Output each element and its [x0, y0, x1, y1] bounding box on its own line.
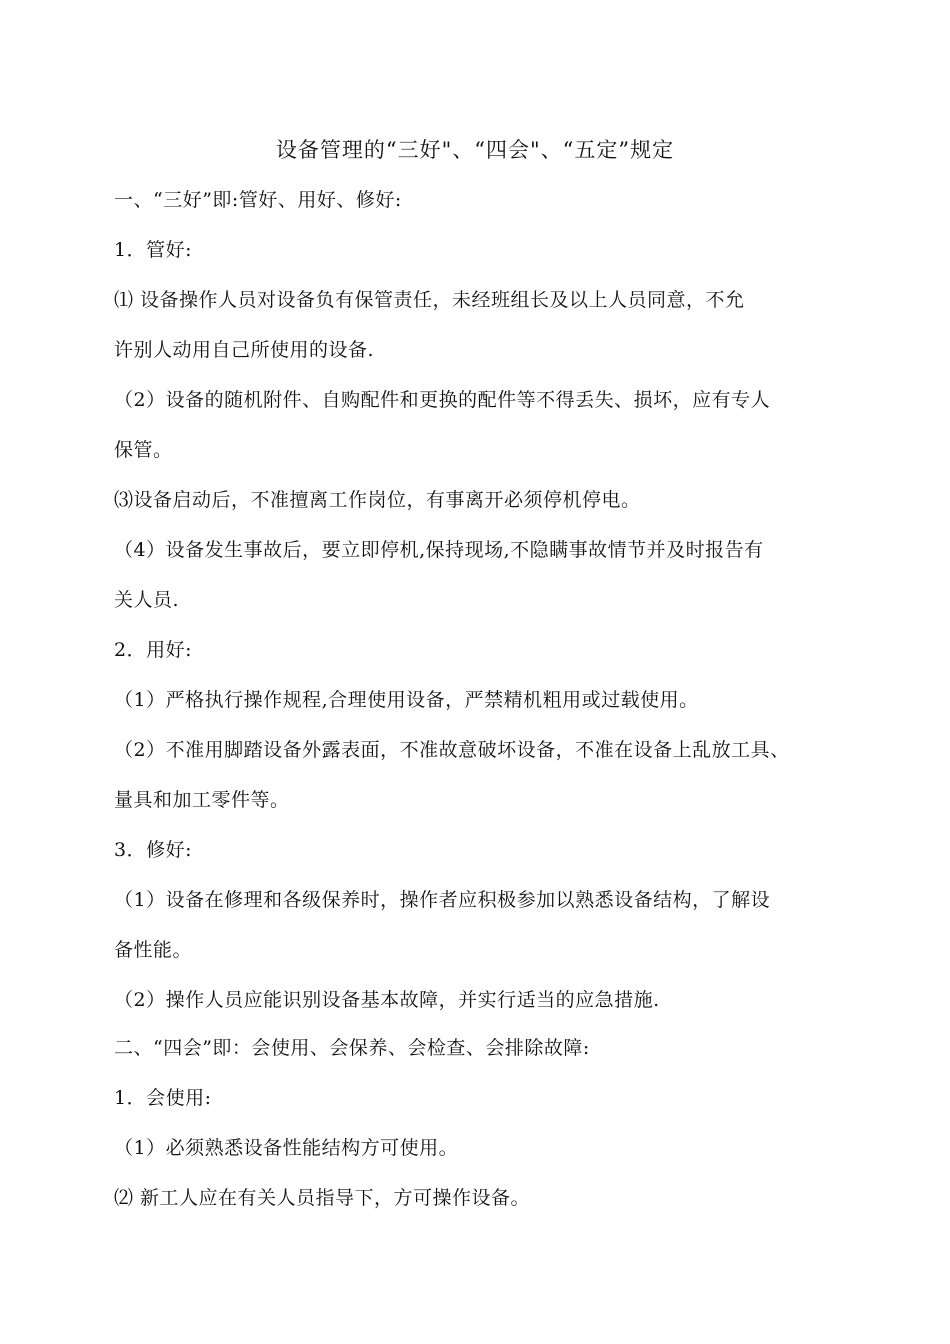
- paragraph-line: ⑵ 新工人应在有关人员指导下，方可操作设备。: [114, 1187, 531, 1209]
- paragraph-line: （1）严格执行操作规程,合理使用设备，严禁精机粗用或过载使用。: [114, 689, 699, 711]
- paragraph-line: （1）设备在修理和各级保养时，操作者应积极参加以熟悉设备结构，了解设: [114, 889, 771, 911]
- paragraph-line: （4）设备发生事故后，要立即停机,保持现场,不隐瞒事故情节并及时报告有: [114, 539, 764, 561]
- subheading-use-well: 2．用好:: [114, 639, 192, 661]
- document-title: 设备管理的“三好"、“四会"、“五定”规定: [275, 138, 675, 162]
- paragraph-line: 许别人动用自己所使用的设备.: [114, 339, 375, 361]
- subheading-manage-well: 1．管好:: [114, 239, 192, 261]
- paragraph-line: （1）必须熟悉设备性能结构方可使用。: [114, 1137, 459, 1159]
- paragraph-line: ⑶设备启动后，不准擅离工作岗位，有事离开必须停机停电。: [114, 489, 641, 511]
- section-heading-three-goods: 一、“三好”即:管好、用好、修好:: [114, 189, 402, 211]
- paragraph-line: （2）不准用脚踏设备外露表面，不准故意破坏设备，不准在设备上乱放工具、: [114, 739, 790, 761]
- section-heading-four-skills: 二、“四会”即：会使用、会保养、会检查、会排除故障:: [114, 1037, 590, 1059]
- paragraph-line: （2）设备的随机附件、自购配件和更换的配件等不得丢失、损坏，应有专人: [114, 389, 771, 411]
- subheading-can-use: 1．会使用:: [114, 1087, 212, 1109]
- paragraph-line: （2）操作人员应能识别设备基本故障，并实行适当的应急措施.: [114, 989, 660, 1011]
- paragraph-line: 量具和加工零件等。: [114, 789, 290, 811]
- paragraph-line: 备性能。: [114, 939, 193, 961]
- paragraph-line: 保管。: [114, 439, 173, 461]
- subheading-repair-well: 3．修好:: [114, 839, 192, 861]
- paragraph-line: 关人员.: [114, 589, 180, 611]
- paragraph-line: ⑴ 设备操作人员对设备负有保管责任，未经班组长及以上人员同意，不允: [114, 289, 745, 311]
